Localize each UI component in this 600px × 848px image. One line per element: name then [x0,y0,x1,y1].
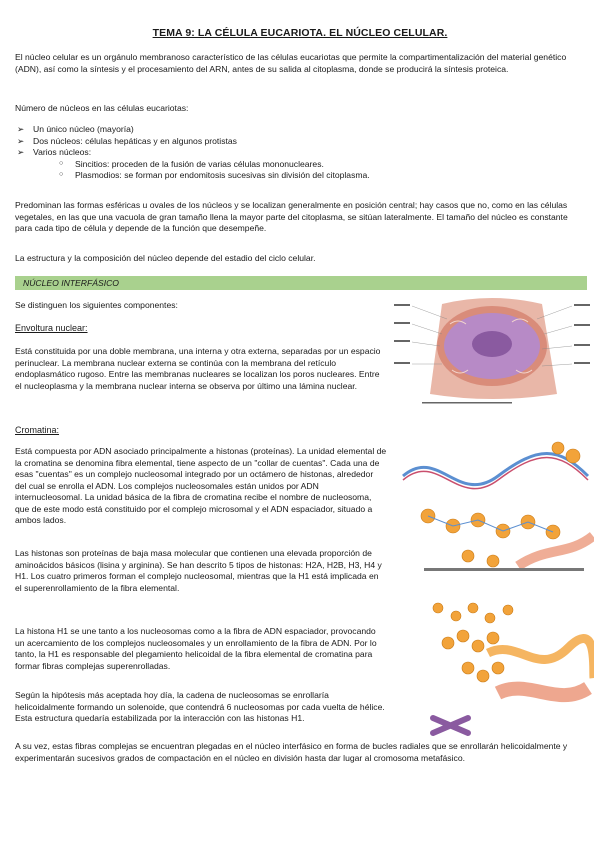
structure-paragraph: La estructura y la composición del núcleo depende del estadio del ciclo celular. [15,253,316,263]
intro-paragraph: El núcleo celular es un orgánulo membranoso característico de las células eucariotas que permite la compartimentalización del material genético (ADN), así como la síntesis y el procesamiento del ARN, antes de su salida al citoplasma, donde se producirá la síntesis proteica. [15,52,567,74]
nucleolus [472,331,512,357]
arrow-bullet-icon: ➢ [17,147,25,158]
arrow-bullet-icon: ➢ [17,135,25,146]
list-item: ➢ Dos núcleos: células hepáticas y en algunos protistas [17,135,237,146]
chromatin-figure [398,436,594,576]
circle-bullet-icon: ○ [59,171,64,179]
nucleus-count-list [15,124,370,182]
figure-caption [424,568,584,571]
cromatina-paragraph-2: Las histonas son proteínas de baja masa molecular que contienen una elevada proporción de aminoácidos básicos (lisina y arginina). Se han descrito 5 tipos de histonas: H2A, H2B, H3, H4 y H1. Los cuatro primeros forman el complejo nucleosomal, mientras que la H1 está implicada en el superenrollamiento de la fibra elemental. [15,548,382,593]
nuclear-envelope-figure [392,294,592,406]
cromatina-paragraph-3: La histona H1 se une tanto a los nucleosomas como a la fibra de ADN espaciador, provocando un acercamiento de los complejos nucleosomales y un enrollamiento de la fibra de ADN. Por lo tanto, la H1 es responsable del plegamiento helicoidal de la fibra elemental de cromatina para formar fibras complejas superenrolladas. [15,626,377,671]
envoltura-paragraph: Está constituida por una doble membrana, una interna y otra externa, separadas por un espacio perinuclear. La membrana nuclear externa se continúa con la membrana del retículo endoplasmático rugoso. Entre las membranas nucleares se localizan los poros nucleares. Entre el nucleoplasma y la membrana nuclear interna se observa por último una lámina nuclear. [15,346,381,391]
solenoid-figure [428,598,594,738]
section-heading-bar: NÚCLEO INTERFÁSICO [15,276,587,290]
sub-list-item: ○ Plasmodios: se forman por endomitosis sucesivas sin división del citoplasma. [59,170,370,181]
shape-paragraph: Predominan las formas esféricas u ovales de los núcleos y se localizan generalmente en posición central; hay casos que no, como en las células vegetales, en las que una vacuola de gran tamaño llena la mayor parte del citoplasma, se sitúan lateralmente. El tamaño del núcleo es constante para cada tipo de célula y depende de la función que desempeñe. [15,200,568,234]
cromatina-paragraph-4: Según la hipótesis más aceptada hoy día, la cadena de nucleosomas se enrollaría helicoidalmente formando un solenoide, que contendrá 6 nucleosomas por cada vuelta de hélice. Esta estructura quedaría estabilizada por la interacción con las histonas H1. [15,690,385,724]
nucleus-count-heading: Número de núcleos en las células eucariotas: [15,103,189,113]
components-intro: Se distinguen los siguientes componentes: [15,300,178,310]
sub-list [57,159,370,182]
page-title: TEMA 9: LA CÉLULA EUCARIOTA. EL NÚCLEO CELULAR. [152,27,448,39]
sub-list-item: ○ Sincitios: proceden de la fusión de varias células mononucleares. [59,158,324,169]
envoltura-heading: Envoltura nuclear: [15,323,88,333]
arrow-bullet-icon: ➢ [17,124,25,134]
list-item: ➢ Varios núcleos: ○ Sincitios: proceden de la fusión de varias células mononucleares. ○ Plasmodios: se forman por endomitosis sucesivas sin división del citoplasma. [17,147,370,181]
cromatina-paragraph-1: Está compuesta por ADN asociado principalmente a histonas (proteínas). La unidad elemental de la cromatina se denomina fibra elemental, tiene aspecto de un "collar de cuentas". Cada una de esas "cuentas" es un complejo nucleosomal integrado por un octámero de histonas, alrededor del cual se enrolla el ADN. Los complejos nucleosomales están unidos por ADN internucleosomal. La unidad básica de la fibra de cromatina recibe el nombre de nucleosoma, que de este modo está constituido por el complejo microsomal y el ADN espaciador, situado a ambos lados. [15,446,387,526]
cromatina-heading: Cromatina: [15,425,60,435]
circle-bullet-icon: ○ [59,159,64,167]
cromatina-paragraph-5: A su vez, estas fibras complejas se encuentran plegadas en el núcleo interfásico en forma de bucles radiales que se enrollarán helicoidalmente y experimentarán sucesivos grados de compactación en el núcleo en división hasta dar lugar al cromosoma metafásico. [15,741,568,763]
list-item: ➢ Un único núcleo (mayoría) [17,124,134,134]
